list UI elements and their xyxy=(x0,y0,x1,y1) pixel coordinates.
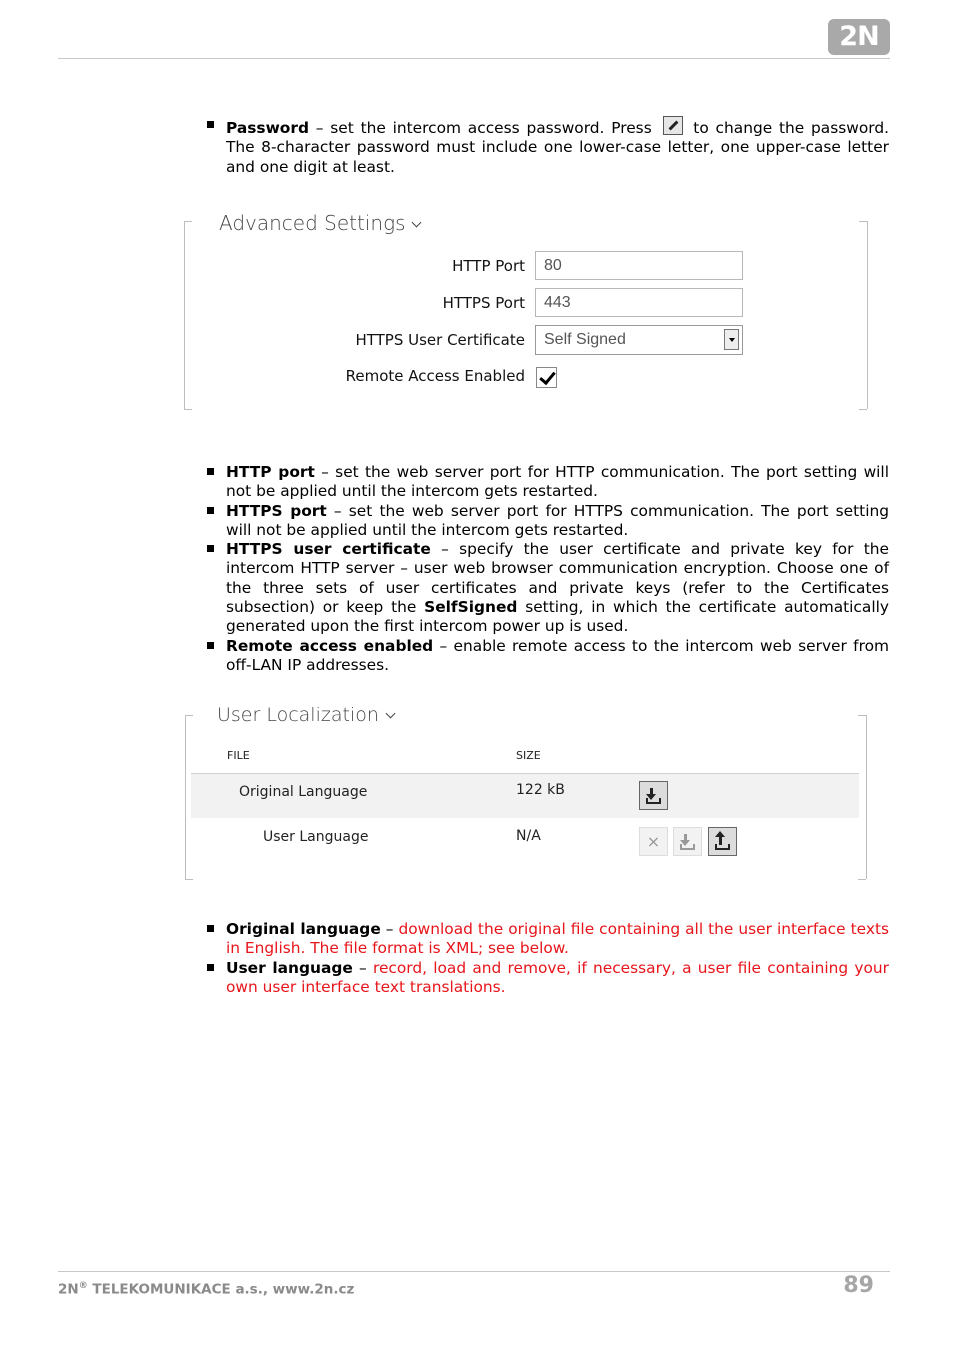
http-port-label: HTTP Port xyxy=(452,257,525,275)
chevron-down-icon xyxy=(385,709,395,719)
panel-corner xyxy=(859,221,867,222)
bullet-term: Original language xyxy=(226,920,381,938)
panel-corner xyxy=(184,409,192,410)
list-item xyxy=(206,502,889,541)
bullet-text: to change the password. The 8-character password must include one lower-case letter, one upper-case letter and one digit at least. xyxy=(226,119,889,176)
section-title-text: Advanced Settings xyxy=(219,211,406,235)
upload-user-language-button[interactable] xyxy=(708,827,737,856)
bullet-dash: – xyxy=(380,920,399,938)
https-port-label: HTTPS Port xyxy=(442,294,525,312)
advanced-settings-panel xyxy=(184,221,868,409)
tray-icon-part xyxy=(680,844,695,850)
edit-pencil-icon xyxy=(663,116,683,135)
list-item xyxy=(206,116,889,177)
row-file-size: N/A xyxy=(516,828,541,844)
panel-corner xyxy=(185,715,193,716)
bullet-text: record, load and remove, if necessary, a user file containing your own user interface text translations. xyxy=(226,958,890,996)
bullet-text: download the original file containing all the user interface texts in English. The file format is XML; see below. xyxy=(226,920,890,958)
download-user-language-button[interactable] xyxy=(673,827,702,856)
header-rule xyxy=(58,58,890,59)
tray-icon-part xyxy=(715,844,730,850)
bullet-term: Password xyxy=(226,119,309,137)
chevron-down-icon xyxy=(412,218,422,228)
footer-brand: 2N xyxy=(58,1281,79,1298)
list-item xyxy=(206,540,889,636)
section-title-text: User Localization xyxy=(217,704,379,726)
https-cert-label: HTTPS User Certificate xyxy=(355,331,525,349)
close-icon: × xyxy=(646,832,661,851)
panel-corner xyxy=(858,879,866,880)
tray-icon-part xyxy=(646,798,661,804)
https-cert-selected-value: Self Signed xyxy=(544,331,626,348)
bullet-term: HTTPS user certificate xyxy=(226,540,431,559)
download-icon xyxy=(650,788,653,796)
registered-mark: ® xyxy=(78,1281,88,1291)
bullet-text: – set the web server port for HTTPS communication. The port setting will not be applied until the intercom gets restarted. xyxy=(226,501,889,539)
list-item xyxy=(206,637,889,676)
dropdown-arrow-icon[interactable] xyxy=(724,329,739,350)
bullet-text: – specify the user certificate and private key for the intercom HTTP server – user web browser communication encryption. Choose one of the three sets of user certificates and private keys (refer to the Certificates subsection) or keep the xyxy=(226,540,889,617)
download-icon xyxy=(684,834,687,842)
panel-corner xyxy=(184,221,192,222)
row-file-name: User Language xyxy=(263,829,369,845)
brand-logo: 2N xyxy=(828,19,890,55)
column-header-size: SIZE xyxy=(516,749,541,762)
user-localization-title[interactable] xyxy=(217,704,394,726)
advanced-settings-title[interactable] xyxy=(219,211,420,235)
bullet-term: Remote access enabled xyxy=(226,636,434,655)
https-port-input[interactable]: 443 xyxy=(535,288,743,317)
panel-corner xyxy=(185,879,193,880)
panel-corner xyxy=(858,715,866,716)
list-item xyxy=(206,920,889,959)
footer-company xyxy=(58,1281,354,1298)
footer-company-rest: TELEKOMUNIKACE a.s., www.2n.cz xyxy=(87,1281,355,1298)
settings-bullet-list xyxy=(206,463,889,675)
bullet-text: – set the intercom access password. Press xyxy=(308,119,659,137)
page-number: 89 xyxy=(843,1273,874,1298)
list-item xyxy=(206,463,889,502)
bullet-text: – set the web server port for HTTP communication. The port setting will not be applied until the intercom gets restarted. xyxy=(226,463,889,501)
remove-user-language-button[interactable] xyxy=(639,827,668,856)
bullet-term: User language xyxy=(226,958,353,977)
remote-access-checkbox[interactable] xyxy=(536,367,557,388)
row-file-size: 122 kB xyxy=(516,782,565,798)
bullet-dash: – xyxy=(352,958,373,977)
bullet-text: setting, in which the certificate automatically generated upon the first intercom power up is used. xyxy=(226,598,889,636)
bullet-term: HTTPS port xyxy=(226,501,327,520)
localization-bullet-list xyxy=(206,920,889,997)
footer-rule xyxy=(58,1271,890,1272)
bullet-term: SelfSigned xyxy=(424,598,518,617)
remote-access-label: Remote Access Enabled xyxy=(345,367,525,385)
password-bullet-list xyxy=(206,116,889,177)
bullet-text: – enable remote access to the intercom web server from off-LAN IP addresses. xyxy=(226,636,889,674)
column-header-file: FILE xyxy=(227,749,250,762)
row-file-name: Original Language xyxy=(239,784,368,800)
bullet-term: HTTP port xyxy=(226,463,315,481)
panel-corner xyxy=(859,409,867,410)
download-original-button[interactable] xyxy=(639,781,668,810)
https-cert-select[interactable] xyxy=(535,325,743,355)
http-port-input[interactable]: 80 xyxy=(535,251,743,280)
list-item xyxy=(206,959,889,998)
